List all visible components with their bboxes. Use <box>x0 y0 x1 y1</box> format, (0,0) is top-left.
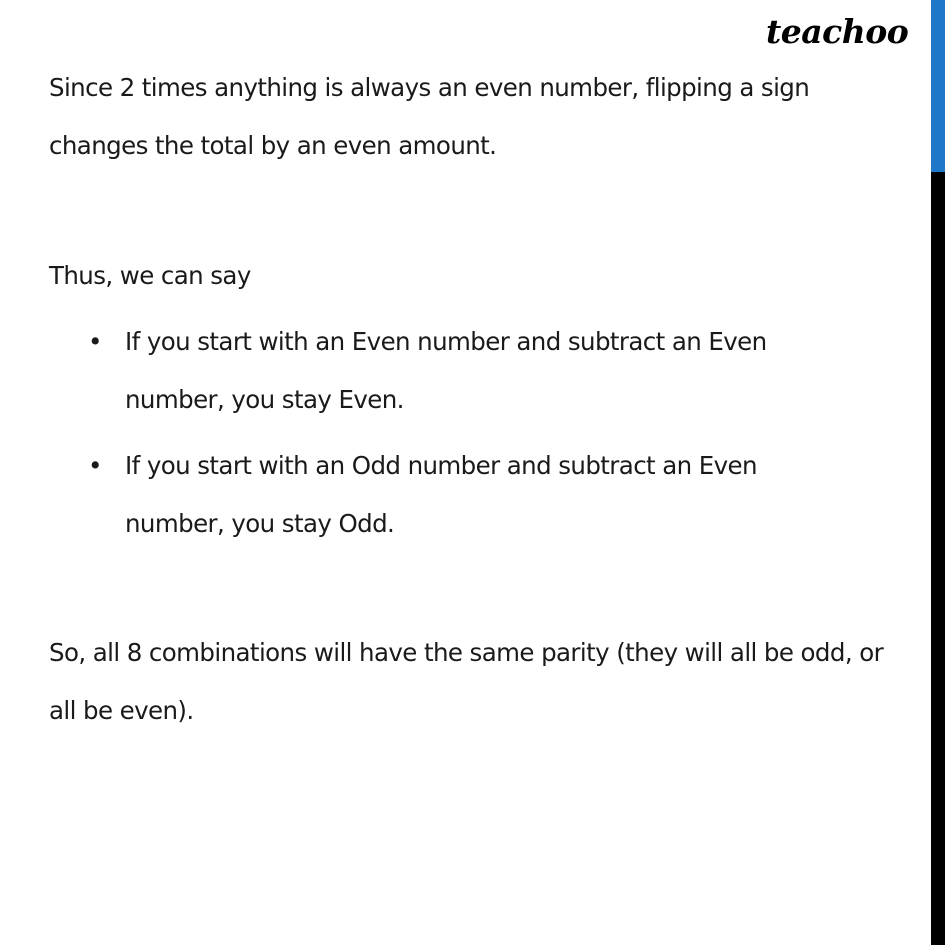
bullet-list <box>49 313 899 561</box>
teachoo-logo: teachoo <box>766 12 909 51</box>
bullet-text: If you start with an Odd number and subtract an Even number, you stay Odd. <box>125 451 757 538</box>
bullet-item-odd <box>49 437 845 553</box>
bullet-icon: • <box>88 451 102 480</box>
bullet-item-even <box>49 313 845 429</box>
right-edge-bar <box>931 0 945 945</box>
paragraph-thus: Thus, we can say <box>49 261 251 290</box>
right-edge-accent <box>931 0 945 172</box>
paragraph-flipping-sign: Since 2 times anything is always an even number, flipping a sign changes the total by an even amount. <box>49 73 810 160</box>
bullet-text: If you start with an Even number and subtract an Even number, you stay Even. <box>125 327 767 414</box>
bullet-icon: • <box>88 327 102 356</box>
paragraph-conclusion: So, all 8 combinations will have the same parity (they will all be odd, or all be even). <box>49 638 884 725</box>
